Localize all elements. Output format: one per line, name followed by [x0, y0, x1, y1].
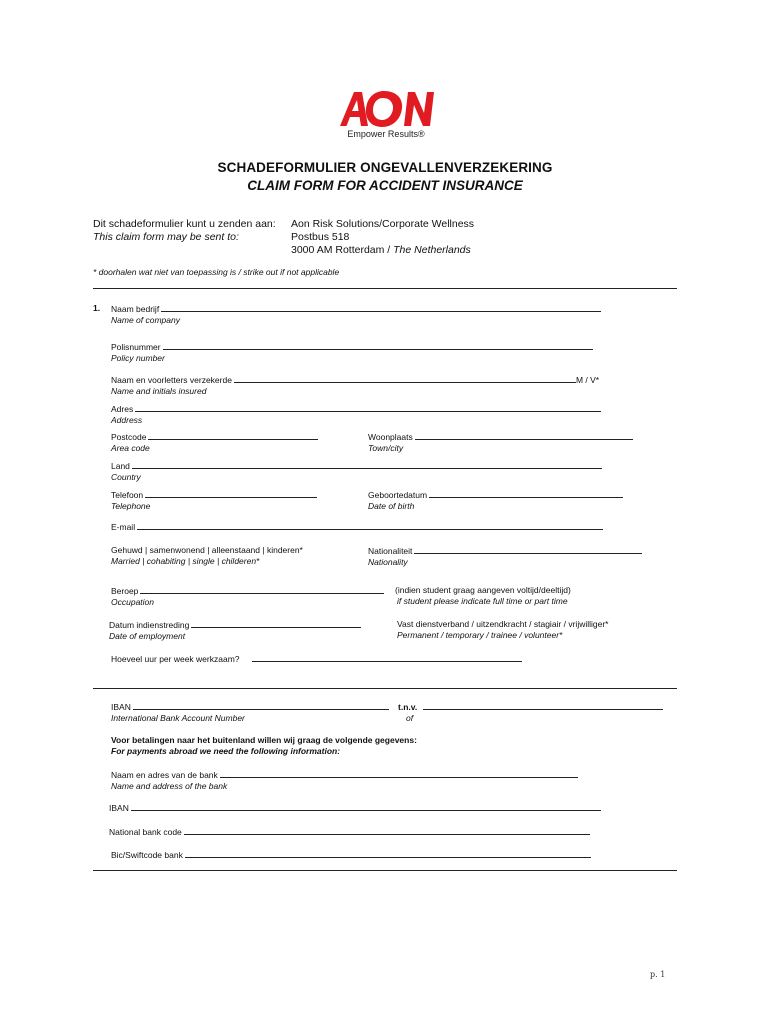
address-label: Adres [111, 404, 134, 414]
send-to-label-en: This claim form may be sent to: [93, 231, 239, 243]
abroad-notice-en: For payments abroad we need the following information: [111, 746, 341, 756]
send-to-label [93, 218, 276, 244]
form-title-en: CLAIM FORM FOR ACCIDENT INSURANCE [247, 178, 523, 193]
country-input-line[interactable] [132, 460, 602, 469]
employment-date-label-en: Date of employment [109, 631, 186, 641]
address-label-en: Address [111, 415, 143, 425]
nationality-label-en: Nationality [368, 557, 408, 567]
birth-label: Geboortedatum [368, 490, 428, 500]
occupation-input-line[interactable] [140, 585, 384, 594]
iban-label: IBAN [111, 702, 131, 712]
marital-label: Gehuwd | samenwonend | alleenstaand | kinderen* [111, 545, 303, 555]
student-note [395, 585, 571, 607]
country-field[interactable] [111, 460, 602, 483]
address-line-3 [291, 244, 474, 257]
gender-option[interactable]: M / V* [575, 375, 600, 385]
iban-field[interactable] [111, 701, 389, 724]
postcode-field[interactable] [111, 431, 318, 454]
country-label: Land [111, 461, 130, 471]
insured-name-field[interactable] [111, 374, 599, 397]
logo-tagline: Empower Results® [347, 129, 425, 139]
bank-name-label: Naam en adres van de bank [111, 770, 218, 780]
student-note-en: if student please indicate full time or part time [397, 596, 568, 606]
address-line-1: Aon Risk Solutions/Corporate Wellness [291, 218, 475, 230]
policy-label-en: Policy number [111, 353, 165, 363]
company-label-en: Name of company [111, 315, 180, 325]
employment-date-field[interactable] [109, 619, 361, 642]
iban2-field[interactable] [109, 802, 601, 814]
occupation-field[interactable] [111, 585, 384, 608]
national-bank-code-field[interactable] [109, 826, 590, 838]
town-label-en: Town/city [368, 443, 404, 453]
swift-field[interactable] [111, 849, 591, 861]
insured-label: Naam en voorletters verzekerde [111, 375, 232, 385]
address-city: 3000 AM Rotterdam / [291, 244, 391, 256]
abroad-notice-nl: Voor betalingen naar het buitenland willen wij graag de volgende gegevens: [111, 735, 417, 745]
employment-date-label: Datum indienstreding [109, 620, 190, 630]
account-holder-field[interactable] [398, 701, 663, 724]
marital-label-en: Married | cohabiting | single | childeren* [111, 556, 260, 566]
town-label: Woonplaats [368, 432, 413, 442]
town-input-line[interactable] [415, 431, 633, 440]
section-divider-bank [93, 688, 677, 689]
occupation-label-en: Occupation [111, 597, 154, 607]
company-field[interactable] [111, 303, 601, 326]
strike-out-note: * doorhalen wat niet van toepassing is / strike out if not applicable [93, 267, 340, 277]
bank-name-input-line[interactable] [220, 769, 578, 778]
iban2-label: IBAN [109, 803, 129, 813]
email-input-line[interactable] [137, 521, 603, 530]
postcode-label: Postcode [111, 432, 147, 442]
form-title-nl: SCHADEFORMULIER ONGEVALLENVERZEKERING [217, 160, 553, 175]
address-line-2: Postbus 518 [291, 231, 350, 243]
birth-label-en: Date of birth [368, 501, 415, 511]
phone-label: Telefoon [111, 490, 144, 500]
phone-field[interactable] [111, 489, 317, 512]
section-number: 1. [93, 303, 101, 313]
section-divider-top [93, 288, 677, 289]
employment-type-field[interactable] [397, 619, 609, 641]
hours-field[interactable] [111, 653, 522, 665]
tnv-label: t.n.v. [398, 702, 418, 712]
insured-label-en: Name and initials insured [111, 386, 207, 396]
send-to-address [291, 218, 474, 257]
policy-input-line[interactable] [163, 341, 593, 350]
section-divider-bottom [93, 870, 677, 871]
phone-label-en: Telephone [111, 501, 151, 511]
address-input-line[interactable] [135, 403, 601, 412]
country-label-en: Country [111, 472, 141, 482]
nationality-input-line[interactable] [414, 545, 642, 554]
national-code-input-line[interactable] [184, 826, 590, 835]
swift-input-line[interactable] [185, 849, 591, 858]
swift-label: Bic/Swiftcode bank [111, 850, 183, 860]
birth-date-field[interactable] [368, 489, 623, 512]
insured-input-line[interactable] [234, 374, 576, 383]
town-field[interactable] [368, 431, 633, 454]
iban-label-en: International Bank Account Number [111, 713, 245, 723]
bank-name-label-en: Name and address of the bank [111, 781, 228, 791]
policy-field[interactable] [111, 341, 593, 364]
national-code-label: National bank code [109, 827, 182, 837]
email-field[interactable] [111, 521, 603, 533]
nationality-field[interactable] [368, 545, 642, 568]
policy-label: Polisnummer [111, 342, 161, 352]
page-number: p. 1 [650, 970, 666, 979]
employment-type-label-en: Permanent / temporary / trainee / volunteer* [397, 630, 563, 640]
tnv-input-line[interactable] [423, 701, 663, 710]
email-label: E-mail [111, 522, 136, 532]
marital-status-field[interactable] [111, 545, 303, 567]
iban2-input-line[interactable] [131, 802, 601, 811]
postcode-input-line[interactable] [148, 431, 318, 440]
student-note-nl: (indien student graag aangeven voltijd/deeltijd) [395, 585, 571, 595]
address-country: The Netherlands [393, 244, 471, 256]
company-input-line[interactable] [161, 303, 601, 312]
nationality-label: Nationaliteit [368, 546, 413, 556]
employment-type-label: Vast dienstverband / uitzendkracht / stagiair / vrijwilliger* [397, 619, 609, 629]
postcode-label-en: Area code [111, 443, 150, 453]
address-field[interactable] [111, 403, 601, 426]
phone-input-line[interactable] [145, 489, 317, 498]
abroad-notice [111, 735, 417, 757]
birth-input-line[interactable] [429, 489, 623, 498]
occupation-label: Beroep [111, 586, 139, 596]
tnv-label-en: of [406, 713, 414, 723]
hours-label: Hoeveel uur per week werkzaam? [111, 654, 240, 664]
bank-name-field[interactable] [111, 769, 578, 792]
company-label: Naam bedrijf [111, 304, 160, 314]
employment-date-input-line[interactable] [191, 619, 361, 628]
iban-input-line[interactable] [133, 701, 389, 710]
send-to-label-nl: Dit schadeformulier kunt u zenden aan: [93, 218, 276, 230]
hours-input-line[interactable] [252, 653, 522, 662]
